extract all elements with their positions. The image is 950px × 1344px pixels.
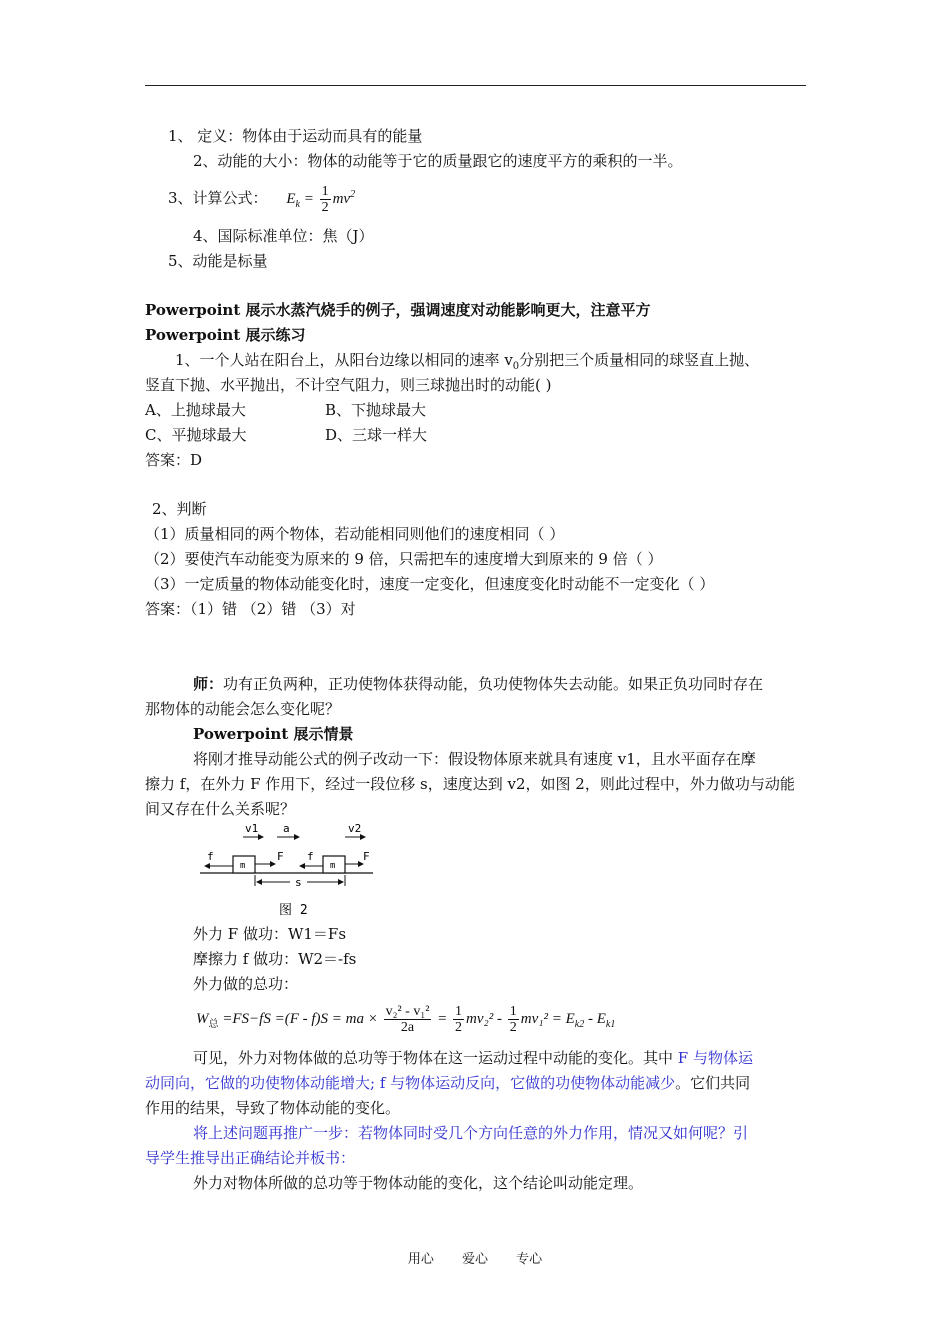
scene-line-3: 间又存在什么关系呢？ [145, 800, 296, 818]
page-footer [0, 1248, 950, 1267]
q1-option-a: A、上抛球最大 [145, 401, 246, 419]
tw-frac1-num: v₂² - v₁² [385, 1004, 430, 1019]
q1-text-b: 分别把三个质量相同的球竖直上抛、 [519, 351, 760, 369]
conclusion-line-5: 导学生推导出正确结论并板书： [145, 1149, 356, 1167]
conclusion-line-2 [145, 1073, 750, 1093]
formula-line [168, 184, 355, 215]
q1-option-d: D、三球一样大 [325, 426, 428, 444]
conclusion-2a: 动同向，它做的功使物体动能增大; f 与物体运动反向，它做的功使物体动能减少 [145, 1074, 676, 1092]
label-a: a [283, 822, 290, 835]
q2-item-2: （2）要使汽车动能变为原来的 9 倍，只需把车的速度增大到原来的 9 倍（ ） [145, 550, 663, 568]
q1-option-b: B、下抛球最大 [325, 401, 427, 419]
label-f-mid: f [307, 850, 314, 863]
footer-c: 专心 [516, 1252, 543, 1267]
q2-item-3: （3）一定质量的物体动能变化时，速度一定变化，但速度变化时动能不一定变化（ ） [145, 575, 715, 593]
tw-frac3-num: 1 [509, 1004, 517, 1019]
q1-sub: 0 [512, 361, 520, 372]
block-2-label: m [330, 861, 336, 871]
label-s: s [295, 876, 302, 889]
formula-mv: mv [332, 190, 351, 207]
conclusion-line-4: 将上述问题再推广一步：若物体同时受几个方向任意的外力作用，情况又如何呢？引 [193, 1124, 749, 1142]
scene-line-1: 将刚才推导动能公式的例子改动一下：假设物体原来就具有速度 v1，且水平面存在摩 [193, 750, 756, 768]
teacher-line-1 [193, 674, 763, 694]
figure-2-diagram [195, 822, 380, 922]
tw-ek2-sub: k2 [574, 1018, 585, 1030]
scalar-line: 5、动能是标量 [168, 252, 268, 270]
total-work-formula [196, 1004, 615, 1035]
label-F-1: F [277, 850, 284, 863]
ppt-heading-2: Powerpoint 展示练习 [145, 326, 306, 344]
tw-frac-1 [384, 1004, 432, 1035]
tw-part2: = [437, 1010, 448, 1027]
frac-num: 1 [321, 184, 329, 199]
label-v1: v1 [245, 822, 259, 835]
total-work-label: 外力做的总功： [193, 975, 299, 993]
tw-frac-3 [508, 1004, 519, 1035]
unit-line: 4、国际标准单位：焦（J） [193, 227, 374, 245]
header-rule [145, 85, 806, 86]
formula-e: E [286, 190, 296, 207]
tw-part5: - E [584, 1010, 606, 1027]
conclusion-2b: 。它们共同 [675, 1074, 751, 1092]
formula-fraction [320, 184, 331, 215]
ppt-heading-3: Powerpoint 展示情景 [193, 725, 354, 743]
formula-k-sub: k [295, 198, 300, 210]
scene-line-2: 擦力 f，在外力 F 作用下，经过一段位移 s，速度达到 v2，如图 2，则此过程中，外力做功与动能 [145, 775, 795, 793]
footer-b: 爱心 [461, 1252, 488, 1267]
q1-line1 [175, 350, 759, 377]
q1-text-a: 1、一个人站在阳台上，从阳台边缘以相同的速率 v [175, 351, 513, 369]
tw-W-sub: 总 [208, 1018, 219, 1030]
tw-part3: mv₂² - [466, 1010, 502, 1027]
label-F-2: F [363, 850, 370, 863]
q1-option-c: C、平抛球最大 [145, 426, 247, 444]
theorem-line: 外力对物体所做的总功等于物体动能的变化，这个结论叫动能定理。 [193, 1174, 644, 1192]
tw-frac3-den: 2 [509, 1020, 517, 1035]
formula-sup: 2 [350, 188, 356, 200]
ppt-heading-1: Powerpoint 展示水蒸汽烧手的例子，强调速度对动能影响更大，注意平方 [145, 301, 651, 319]
label-f-left: f [207, 850, 214, 863]
tw-ek1-sub: k1 [605, 1018, 616, 1030]
teacher-label: 师： [193, 675, 224, 693]
tw-frac2-den: 2 [455, 1020, 463, 1035]
conclusion-1b: F 与物体运 [673, 1049, 753, 1067]
teacher-text: 功有正负两种，正功使物体获得动能，负功使物体失去动能。如果正负功同时存在 [223, 675, 764, 693]
q2-item-1: （1）质量相同的两个物体，若动能相同则他们的速度相同（ ） [145, 525, 565, 543]
work-f-line: 外力 F 做功：W1＝Fs [193, 925, 347, 943]
tw-part4: mv₁² = E [520, 1010, 575, 1027]
tw-W: W [196, 1010, 209, 1027]
frac-den: 2 [321, 200, 329, 215]
tw-frac2-num: 1 [455, 1004, 463, 1019]
formula-label: 3、计算公式： [168, 188, 268, 207]
teacher-line-2: 那物体的动能会怎么变化呢？ [145, 700, 341, 718]
formula-eq: = [303, 190, 314, 207]
magnitude-line: 2、动能的大小：物体的动能等于它的质量跟它的速度平方的乘积的一半。 [193, 152, 683, 170]
conclusion-line-3: 作用的结果，导致了物体动能的变化。 [145, 1099, 401, 1117]
work-friction-line: 摩擦力 f 做功：W2＝-fs [193, 950, 357, 968]
block-1-label: m [240, 861, 246, 871]
q2-title: 2、判断 [152, 500, 207, 518]
conclusion-1a: 可见，外力对物体做的总功等于物体在这一运动过程中动能的变化。其中 [193, 1049, 674, 1067]
label-v2: v2 [348, 822, 362, 835]
footer-a: 用心 [407, 1252, 434, 1267]
q1-answer: 答案：D [145, 451, 203, 469]
tw-frac1-den: 2a [400, 1020, 415, 1035]
kinetic-energy-formula [286, 184, 356, 215]
definition-line: 1、 定义：物体由于运动而具有的能量 [168, 127, 423, 145]
conclusion-line-1 [193, 1048, 753, 1068]
tw-part1: =FS−fS =(F - f)S = ma × [222, 1010, 378, 1027]
q2-answer: 答案：（1）错 （2）错 （3）对 [145, 600, 356, 618]
figure-caption: 图 2 [279, 903, 308, 918]
tw-frac-2 [453, 1004, 464, 1035]
q1-line2: 竖直下抛、水平抛出，不计空气阻力，则三球抛出时的动能( ) [145, 376, 552, 394]
